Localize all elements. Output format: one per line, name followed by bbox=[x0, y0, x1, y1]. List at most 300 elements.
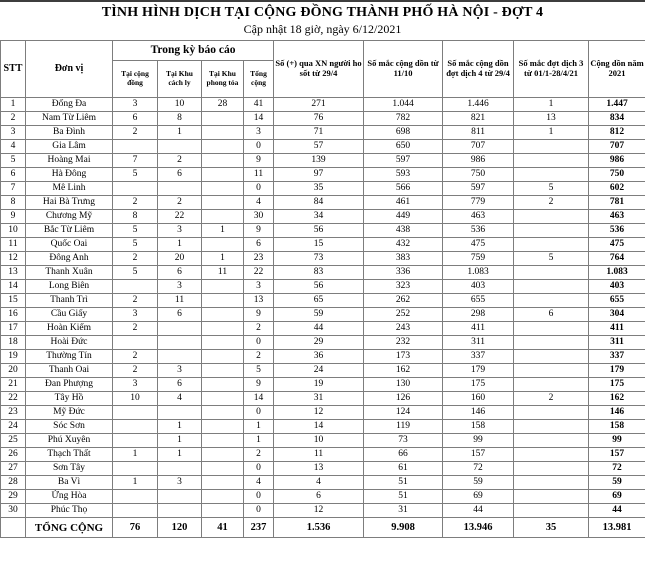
value-cell bbox=[158, 350, 202, 364]
stt-cell: 29 bbox=[1, 490, 26, 504]
stt-cell: 6 bbox=[1, 168, 26, 182]
value-cell: 35 bbox=[274, 182, 364, 196]
value-cell bbox=[202, 126, 244, 140]
value-cell: 2 bbox=[244, 350, 274, 364]
value-cell: 812 bbox=[589, 126, 645, 140]
value-cell bbox=[202, 168, 244, 182]
value-cell: 2 bbox=[244, 448, 274, 462]
district-name-cell: Ba Đình bbox=[26, 126, 113, 140]
value-cell: 7 bbox=[113, 154, 158, 168]
value-cell: 232 bbox=[364, 336, 443, 350]
total-value-cell: 9.908 bbox=[364, 518, 443, 538]
value-cell: 69 bbox=[589, 490, 645, 504]
table-row bbox=[1, 140, 645, 154]
value-cell bbox=[202, 476, 244, 490]
value-cell: 158 bbox=[443, 420, 514, 434]
value-cell bbox=[514, 266, 589, 280]
value-cell: 44 bbox=[274, 322, 364, 336]
value-cell: 779 bbox=[443, 196, 514, 210]
table-row bbox=[1, 294, 645, 308]
value-cell bbox=[113, 462, 158, 476]
value-cell: 311 bbox=[589, 336, 645, 350]
value-cell: 66 bbox=[364, 448, 443, 462]
value-cell bbox=[514, 154, 589, 168]
stt-cell: 9 bbox=[1, 210, 26, 224]
value-cell: 5 bbox=[113, 266, 158, 280]
table-row bbox=[1, 308, 645, 322]
value-cell: 566 bbox=[364, 182, 443, 196]
value-cell: 30 bbox=[244, 210, 274, 224]
value-cell: 9 bbox=[244, 224, 274, 238]
total-value-cell: 13.946 bbox=[443, 518, 514, 538]
table-row bbox=[1, 420, 645, 434]
value-cell: 1 bbox=[514, 126, 589, 140]
total-stt-cell bbox=[1, 518, 26, 538]
value-cell: 311 bbox=[443, 336, 514, 350]
value-cell bbox=[113, 280, 158, 294]
stt-cell: 26 bbox=[1, 448, 26, 462]
value-cell: 84 bbox=[274, 196, 364, 210]
table-footer bbox=[1, 518, 645, 538]
value-cell: 336 bbox=[364, 266, 443, 280]
value-cell: 2 bbox=[158, 196, 202, 210]
value-cell: 3 bbox=[158, 224, 202, 238]
table-row bbox=[1, 462, 645, 476]
column-header-tai-khu-cach-ly: Tại Khu cách ly bbox=[158, 61, 202, 98]
value-cell: 337 bbox=[589, 350, 645, 364]
value-cell: 158 bbox=[589, 420, 645, 434]
value-cell: 5 bbox=[514, 252, 589, 266]
value-cell: 4 bbox=[158, 392, 202, 406]
total-value-cell: 41 bbox=[202, 518, 244, 538]
value-cell bbox=[202, 280, 244, 294]
value-cell: 2 bbox=[113, 294, 158, 308]
value-cell: 15 bbox=[274, 238, 364, 252]
value-cell: 99 bbox=[443, 434, 514, 448]
table-row bbox=[1, 336, 645, 350]
value-cell: 31 bbox=[274, 392, 364, 406]
value-cell: 56 bbox=[274, 280, 364, 294]
value-cell: 1 bbox=[158, 238, 202, 252]
value-cell bbox=[514, 448, 589, 462]
value-cell bbox=[514, 378, 589, 392]
table-row bbox=[1, 112, 645, 126]
value-cell: 69 bbox=[443, 490, 514, 504]
value-cell: 750 bbox=[443, 168, 514, 182]
value-cell: 403 bbox=[589, 280, 645, 294]
value-cell: 597 bbox=[443, 182, 514, 196]
value-cell: 173 bbox=[364, 350, 443, 364]
district-name-cell: Sóc Sơn bbox=[26, 420, 113, 434]
total-value-cell: 13.981 bbox=[589, 518, 645, 538]
value-cell bbox=[514, 434, 589, 448]
table-row bbox=[1, 182, 645, 196]
stt-cell: 12 bbox=[1, 252, 26, 266]
value-cell: 383 bbox=[364, 252, 443, 266]
value-cell: 72 bbox=[443, 462, 514, 476]
district-name-cell: Hoàn Kiếm bbox=[26, 322, 113, 336]
value-cell bbox=[158, 490, 202, 504]
value-cell bbox=[202, 504, 244, 518]
total-value-cell: 237 bbox=[244, 518, 274, 538]
value-cell: 759 bbox=[443, 252, 514, 266]
value-cell: 6 bbox=[158, 266, 202, 280]
value-cell: 11 bbox=[244, 168, 274, 182]
value-cell: 1 bbox=[244, 434, 274, 448]
value-cell bbox=[514, 210, 589, 224]
value-cell: 475 bbox=[589, 238, 645, 252]
value-cell: 59 bbox=[589, 476, 645, 490]
value-cell: 57 bbox=[274, 140, 364, 154]
stt-cell: 22 bbox=[1, 392, 26, 406]
value-cell: 411 bbox=[589, 322, 645, 336]
value-cell: 6 bbox=[158, 308, 202, 322]
value-cell: 1 bbox=[158, 434, 202, 448]
value-cell: 1 bbox=[158, 126, 202, 140]
value-cell bbox=[158, 182, 202, 196]
value-cell: 36 bbox=[274, 350, 364, 364]
table-row bbox=[1, 476, 645, 490]
column-header-xn-ho-sot: Số (+) qua XN người ho sốt từ 29/4 bbox=[274, 41, 364, 98]
value-cell: 1 bbox=[244, 420, 274, 434]
value-cell bbox=[514, 350, 589, 364]
value-cell: 986 bbox=[589, 154, 645, 168]
table-row bbox=[1, 280, 645, 294]
value-cell: 5 bbox=[514, 182, 589, 196]
column-header-cong-don-2021: Cộng dồn năm 2021 bbox=[589, 41, 645, 98]
value-cell: 97 bbox=[274, 168, 364, 182]
district-name-cell: Hoàng Mai bbox=[26, 154, 113, 168]
value-cell: 2 bbox=[113, 350, 158, 364]
stt-cell: 5 bbox=[1, 154, 26, 168]
value-cell: 22 bbox=[158, 210, 202, 224]
value-cell bbox=[202, 210, 244, 224]
value-cell bbox=[158, 336, 202, 350]
district-name-cell: Thường Tín bbox=[26, 350, 113, 364]
value-cell: 59 bbox=[443, 476, 514, 490]
value-cell: 146 bbox=[443, 406, 514, 420]
value-cell: 6 bbox=[244, 238, 274, 252]
value-cell: 811 bbox=[443, 126, 514, 140]
value-cell: 41 bbox=[244, 98, 274, 112]
district-name-cell: Mỹ Đức bbox=[26, 406, 113, 420]
value-cell: 19 bbox=[274, 378, 364, 392]
district-name-cell: Hai Bà Trưng bbox=[26, 196, 113, 210]
value-cell: 3 bbox=[158, 280, 202, 294]
stt-cell: 8 bbox=[1, 196, 26, 210]
stt-cell: 4 bbox=[1, 140, 26, 154]
value-cell: 764 bbox=[589, 252, 645, 266]
stt-cell: 28 bbox=[1, 476, 26, 490]
table-row bbox=[1, 448, 645, 462]
value-cell: 698 bbox=[364, 126, 443, 140]
covid-statistics-table bbox=[0, 40, 645, 538]
value-cell: 602 bbox=[589, 182, 645, 196]
value-cell: 0 bbox=[244, 490, 274, 504]
value-cell: 463 bbox=[589, 210, 645, 224]
value-cell: 3 bbox=[244, 126, 274, 140]
value-cell: 0 bbox=[244, 504, 274, 518]
value-cell: 707 bbox=[443, 140, 514, 154]
district-name-cell: Mê Linh bbox=[26, 182, 113, 196]
stt-cell: 15 bbox=[1, 294, 26, 308]
value-cell bbox=[202, 406, 244, 420]
value-cell: 271 bbox=[274, 98, 364, 112]
stt-cell: 23 bbox=[1, 406, 26, 420]
stt-cell: 25 bbox=[1, 434, 26, 448]
table-row bbox=[1, 490, 645, 504]
value-cell: 6 bbox=[113, 112, 158, 126]
value-cell: 76 bbox=[274, 112, 364, 126]
value-cell: 65 bbox=[274, 294, 364, 308]
value-cell: 593 bbox=[364, 168, 443, 182]
stt-cell: 21 bbox=[1, 378, 26, 392]
value-cell bbox=[514, 168, 589, 182]
table-body bbox=[1, 98, 645, 518]
value-cell: 44 bbox=[443, 504, 514, 518]
value-cell: 0 bbox=[244, 140, 274, 154]
value-cell: 4 bbox=[244, 476, 274, 490]
stt-cell: 20 bbox=[1, 364, 26, 378]
column-header-donvi: Đơn vị bbox=[26, 41, 113, 98]
value-cell: 323 bbox=[364, 280, 443, 294]
stt-cell: 27 bbox=[1, 462, 26, 476]
value-cell: 31 bbox=[364, 504, 443, 518]
table-row bbox=[1, 434, 645, 448]
value-cell: 10 bbox=[113, 392, 158, 406]
table-row bbox=[1, 350, 645, 364]
value-cell bbox=[202, 420, 244, 434]
stt-cell: 16 bbox=[1, 308, 26, 322]
value-cell: 403 bbox=[443, 280, 514, 294]
value-cell: 243 bbox=[364, 322, 443, 336]
value-cell: 2 bbox=[113, 196, 158, 210]
value-cell bbox=[202, 378, 244, 392]
value-cell: 834 bbox=[589, 112, 645, 126]
value-cell: 2 bbox=[158, 154, 202, 168]
value-cell: 162 bbox=[589, 392, 645, 406]
value-cell bbox=[514, 336, 589, 350]
value-cell: 1 bbox=[514, 98, 589, 112]
value-cell: 13 bbox=[514, 112, 589, 126]
district-name-cell: Ứng Hòa bbox=[26, 490, 113, 504]
value-cell bbox=[113, 434, 158, 448]
value-cell: 782 bbox=[364, 112, 443, 126]
value-cell: 1 bbox=[158, 420, 202, 434]
district-name-cell: Phú Xuyên bbox=[26, 434, 113, 448]
value-cell bbox=[113, 336, 158, 350]
value-cell bbox=[113, 490, 158, 504]
value-cell: 4 bbox=[244, 196, 274, 210]
value-cell: 162 bbox=[364, 364, 443, 378]
stt-cell: 7 bbox=[1, 182, 26, 196]
value-cell: 14 bbox=[244, 112, 274, 126]
district-name-cell: Bắc Từ Liêm bbox=[26, 224, 113, 238]
value-cell bbox=[202, 462, 244, 476]
district-name-cell: Cầu Giấy bbox=[26, 308, 113, 322]
value-cell: 3 bbox=[158, 364, 202, 378]
value-cell bbox=[202, 112, 244, 126]
district-name-cell: Phúc Thọ bbox=[26, 504, 113, 518]
stt-cell: 10 bbox=[1, 224, 26, 238]
table-row bbox=[1, 364, 645, 378]
value-cell: 51 bbox=[364, 490, 443, 504]
value-cell bbox=[514, 476, 589, 490]
value-cell: 9 bbox=[244, 378, 274, 392]
value-cell: 750 bbox=[589, 168, 645, 182]
value-cell bbox=[514, 224, 589, 238]
table-header bbox=[1, 41, 645, 98]
value-cell bbox=[514, 238, 589, 252]
value-cell: 34 bbox=[274, 210, 364, 224]
value-cell: 650 bbox=[364, 140, 443, 154]
value-cell: 175 bbox=[443, 378, 514, 392]
column-header-cong-don-11-10: Số mắc cộng dồn từ 11/10 bbox=[364, 41, 443, 98]
value-cell: 298 bbox=[443, 308, 514, 322]
total-value-cell: 1.536 bbox=[274, 518, 364, 538]
value-cell: 0 bbox=[244, 336, 274, 350]
value-cell: 1 bbox=[113, 476, 158, 490]
value-cell bbox=[202, 364, 244, 378]
table-row bbox=[1, 196, 645, 210]
district-name-cell: Thanh Oai bbox=[26, 364, 113, 378]
stt-cell: 19 bbox=[1, 350, 26, 364]
value-cell: 139 bbox=[274, 154, 364, 168]
value-cell: 51 bbox=[364, 476, 443, 490]
value-cell bbox=[158, 406, 202, 420]
value-cell: 2 bbox=[514, 196, 589, 210]
value-cell: 432 bbox=[364, 238, 443, 252]
stt-cell: 18 bbox=[1, 336, 26, 350]
table-row bbox=[1, 406, 645, 420]
value-cell bbox=[514, 420, 589, 434]
value-cell: 28 bbox=[202, 98, 244, 112]
district-name-cell: Quốc Oai bbox=[26, 238, 113, 252]
value-cell bbox=[202, 322, 244, 336]
value-cell: 11 bbox=[202, 266, 244, 280]
value-cell bbox=[158, 140, 202, 154]
value-cell: 707 bbox=[589, 140, 645, 154]
district-name-cell: Ba Vì bbox=[26, 476, 113, 490]
value-cell: 3 bbox=[158, 476, 202, 490]
value-cell: 13 bbox=[274, 462, 364, 476]
stt-cell: 2 bbox=[1, 112, 26, 126]
value-cell: 157 bbox=[589, 448, 645, 462]
value-cell bbox=[202, 140, 244, 154]
value-cell bbox=[202, 154, 244, 168]
value-cell: 8 bbox=[113, 210, 158, 224]
stt-cell: 13 bbox=[1, 266, 26, 280]
value-cell bbox=[113, 182, 158, 196]
value-cell: 56 bbox=[274, 224, 364, 238]
value-cell: 1.044 bbox=[364, 98, 443, 112]
value-cell: 1 bbox=[113, 448, 158, 462]
district-name-cell: Hà Đông bbox=[26, 168, 113, 182]
district-name-cell: Đống Đa bbox=[26, 98, 113, 112]
value-cell: 262 bbox=[364, 294, 443, 308]
value-cell: 3 bbox=[113, 308, 158, 322]
value-cell: 11 bbox=[274, 448, 364, 462]
column-header-stt: STT bbox=[1, 41, 26, 98]
value-cell: 1 bbox=[158, 448, 202, 462]
value-cell: 99 bbox=[589, 434, 645, 448]
value-cell: 160 bbox=[443, 392, 514, 406]
value-cell: 5 bbox=[244, 364, 274, 378]
value-cell bbox=[202, 182, 244, 196]
value-cell: 2 bbox=[113, 252, 158, 266]
table-row bbox=[1, 322, 645, 336]
value-cell: 124 bbox=[364, 406, 443, 420]
value-cell: 9 bbox=[244, 154, 274, 168]
value-cell bbox=[113, 420, 158, 434]
value-cell: 536 bbox=[589, 224, 645, 238]
district-name-cell: Sơn Tây bbox=[26, 462, 113, 476]
value-cell: 986 bbox=[443, 154, 514, 168]
value-cell bbox=[514, 504, 589, 518]
value-cell bbox=[514, 140, 589, 154]
value-cell bbox=[158, 322, 202, 336]
column-header-tai-khu-phong-toa: Tại Khu phong tỏa bbox=[202, 61, 244, 98]
value-cell: 1 bbox=[202, 252, 244, 266]
district-name-cell: Tây Hồ bbox=[26, 392, 113, 406]
value-cell: 781 bbox=[589, 196, 645, 210]
value-cell: 72 bbox=[589, 462, 645, 476]
value-cell: 3 bbox=[244, 280, 274, 294]
value-cell bbox=[202, 350, 244, 364]
district-name-cell: Hoài Đức bbox=[26, 336, 113, 350]
page-title: TÌNH HÌNH DỊCH TẠI CỘNG ĐỒNG THÀNH PHỐ HÀ NỘI - ĐỢT 4 bbox=[101, 5, 544, 20]
value-cell: 252 bbox=[364, 308, 443, 322]
value-cell: 14 bbox=[274, 420, 364, 434]
value-cell bbox=[113, 504, 158, 518]
value-cell bbox=[202, 448, 244, 462]
district-name-cell: Thanh Trì bbox=[26, 294, 113, 308]
table-row bbox=[1, 210, 645, 224]
value-cell: 6 bbox=[158, 168, 202, 182]
value-cell: 119 bbox=[364, 420, 443, 434]
value-cell bbox=[202, 392, 244, 406]
value-cell bbox=[514, 294, 589, 308]
value-cell: 411 bbox=[443, 322, 514, 336]
district-name-cell: Thanh Xuân bbox=[26, 266, 113, 280]
value-cell: 83 bbox=[274, 266, 364, 280]
table-row bbox=[1, 504, 645, 518]
stt-cell: 3 bbox=[1, 126, 26, 140]
stt-cell: 11 bbox=[1, 238, 26, 252]
value-cell bbox=[113, 406, 158, 420]
value-cell: 0 bbox=[244, 182, 274, 196]
value-cell: 12 bbox=[274, 406, 364, 420]
table-row bbox=[1, 168, 645, 182]
value-cell: 5 bbox=[113, 168, 158, 182]
value-cell: 5 bbox=[113, 224, 158, 238]
table-row bbox=[1, 126, 645, 140]
value-cell: 536 bbox=[443, 224, 514, 238]
value-cell: 463 bbox=[443, 210, 514, 224]
value-cell: 821 bbox=[443, 112, 514, 126]
value-cell: 3 bbox=[113, 98, 158, 112]
table-row bbox=[1, 378, 645, 392]
value-cell: 0 bbox=[244, 462, 274, 476]
value-cell: 73 bbox=[364, 434, 443, 448]
district-name-cell: Long Biên bbox=[26, 280, 113, 294]
value-cell: 12 bbox=[274, 504, 364, 518]
column-header-tong-cong: Tổng cộng bbox=[244, 61, 274, 98]
value-cell bbox=[202, 294, 244, 308]
column-header-cong-don-dot-4: Số mắc cộng dồn đợt dịch 4 từ 29/4 bbox=[443, 41, 514, 98]
value-cell: 146 bbox=[589, 406, 645, 420]
value-cell: 11 bbox=[158, 294, 202, 308]
